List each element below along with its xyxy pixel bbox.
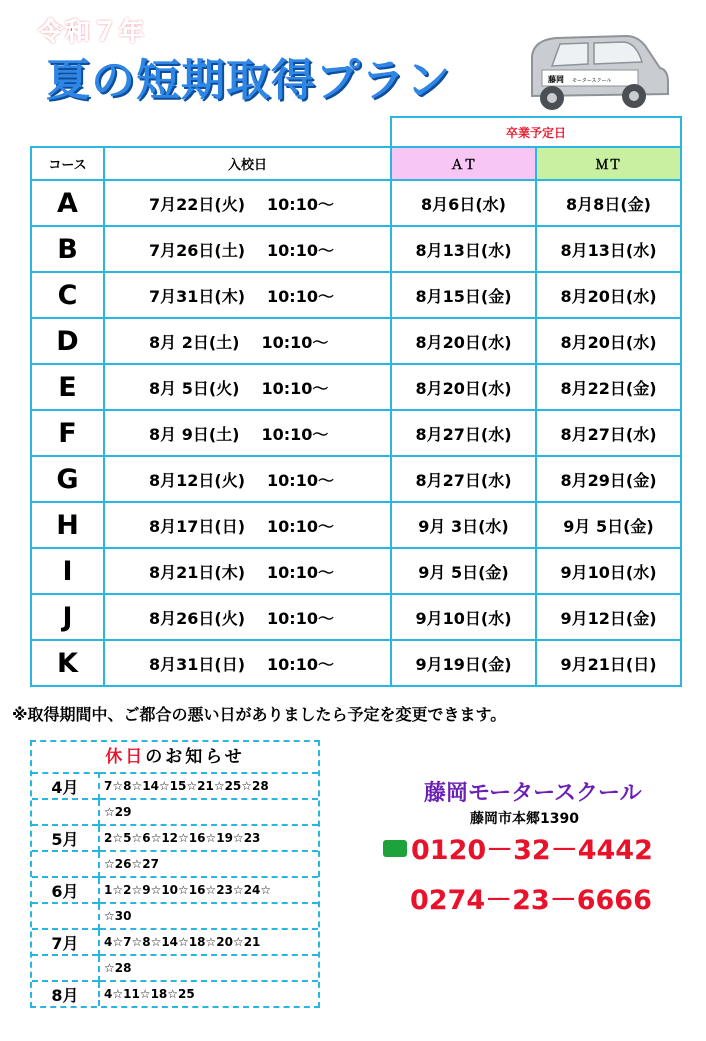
holiday-title-red: 休日	[105, 747, 146, 767]
note-text: ※取得期間中、ご都合の悪い日がありましたら予定を変更できます。	[12, 705, 507, 724]
entry-date	[104, 272, 391, 318]
entry-time: 10:10～	[261, 378, 329, 398]
entry-date	[104, 364, 391, 410]
holiday-month: 8月	[32, 981, 99, 1006]
holiday-days: 1☆2☆9☆10☆16☆23☆24☆	[99, 877, 318, 903]
holiday-days: 7☆8☆14☆15☆21☆25☆28	[99, 773, 318, 799]
holiday-row-continued	[32, 799, 318, 825]
course-letter: B	[31, 226, 104, 272]
entry-time: 10:10～	[267, 240, 334, 260]
mt-graduation: 9月 5日(金)	[536, 502, 681, 548]
holiday-month: 4月	[32, 773, 99, 799]
entry-time: 10:10～	[267, 654, 334, 674]
car-sublabel: モータースクール	[572, 78, 612, 84]
at-graduation: 8月27日(水)	[391, 410, 536, 456]
holiday-days: 2☆5☆6☆12☆16☆19☆23	[99, 825, 318, 851]
holiday-title	[32, 742, 318, 772]
holiday-month-blank	[32, 955, 99, 981]
entry-day: 8月 5日(火)	[149, 378, 240, 398]
holiday-month: 5月	[32, 825, 99, 851]
table-row	[31, 456, 681, 502]
holiday-days-continued: ☆29	[99, 799, 318, 825]
table-row	[31, 502, 681, 548]
entry-date	[104, 502, 391, 548]
entry-date	[104, 548, 391, 594]
holiday-row	[32, 929, 318, 955]
graduation-header: 卒業予定日	[391, 117, 681, 147]
car-illustration	[522, 30, 672, 116]
entry-day: 8月 2日(土)	[149, 332, 240, 352]
entry-day: 7月31日(木)	[149, 286, 246, 306]
holiday-days-continued: ☆28	[99, 955, 318, 981]
at-graduation: 8月13日(水)	[391, 226, 536, 272]
table-row	[31, 364, 681, 410]
at-graduation: 9月 3日(水)	[391, 502, 536, 548]
holiday-days-continued: ☆30	[99, 903, 318, 929]
table-row	[31, 318, 681, 364]
mt-graduation: 8月20日(水)	[536, 318, 681, 364]
table-row	[31, 272, 681, 318]
entry-day: 8月21日(木)	[149, 562, 246, 582]
holiday-month: 7月	[32, 929, 99, 955]
at-graduation: 9月 5日(金)	[391, 548, 536, 594]
freedial-text: 0120－32－4442	[411, 835, 653, 866]
mt-graduation: 9月12日(金)	[536, 594, 681, 640]
holiday-row	[32, 773, 318, 799]
holiday-table	[32, 772, 318, 1006]
holiday-row-continued	[32, 955, 318, 981]
entry-header: 入校日	[104, 147, 391, 180]
freedial-icon	[383, 840, 407, 857]
mt-graduation: 9月10日(水)	[536, 548, 681, 594]
course-letter: H	[31, 502, 104, 548]
at-graduation: 8月20日(水)	[391, 364, 536, 410]
table-row	[31, 594, 681, 640]
entry-time: 10:10～	[261, 332, 329, 352]
mt-graduation: 8月20日(水)	[536, 272, 681, 318]
course-letter: E	[31, 364, 104, 410]
course-header: コース	[31, 147, 104, 180]
course-letter: D	[31, 318, 104, 364]
entry-date	[104, 226, 391, 272]
holiday-month: 6月	[32, 877, 99, 903]
holiday-days: 4☆11☆18☆25	[99, 981, 318, 1006]
freedial-number	[383, 828, 653, 867]
table-row	[31, 180, 681, 226]
holiday-month-blank	[32, 903, 99, 929]
year-label: 令和７年	[38, 17, 147, 46]
entry-date	[104, 410, 391, 456]
entry-time: 10:10～	[267, 470, 334, 490]
school-address: 藤岡市本郷1390	[470, 811, 579, 827]
entry-date	[104, 640, 391, 686]
entry-time: 10:10～	[267, 608, 334, 628]
entry-day: 8月31日(日)	[149, 654, 246, 674]
holiday-month-blank	[32, 799, 99, 825]
holiday-days-continued: ☆26☆27	[99, 851, 318, 877]
mt-header: ＭＴ	[536, 147, 681, 180]
mt-graduation: 8月8日(金)	[536, 180, 681, 226]
holiday-days: 4☆7☆8☆14☆18☆20☆21	[99, 929, 318, 955]
table-row	[31, 640, 681, 686]
table-row	[31, 410, 681, 456]
mt-graduation: 8月13日(水)	[536, 226, 681, 272]
course-letter: K	[31, 640, 104, 686]
at-graduation: 9月10日(水)	[391, 594, 536, 640]
entry-time: 10:10～	[261, 424, 329, 444]
holiday-row	[32, 825, 318, 851]
car-label: 藤岡	[548, 75, 564, 84]
entry-day: 8月17日(日)	[149, 516, 246, 536]
course-letter: J	[31, 594, 104, 640]
at-graduation: 8月6日(水)	[391, 180, 536, 226]
entry-time: 10:10～	[267, 286, 334, 306]
entry-day: 8月26日(火)	[149, 608, 246, 628]
entry-date	[104, 456, 391, 502]
entry-time: 10:10～	[267, 562, 334, 582]
holiday-title-rest: のお知らせ	[145, 747, 245, 767]
course-letter: I	[31, 548, 104, 594]
entry-date	[104, 180, 391, 226]
table-row	[31, 548, 681, 594]
at-header: ＡＴ	[391, 147, 536, 180]
entry-date	[104, 594, 391, 640]
course-letter: F	[31, 410, 104, 456]
at-graduation: 8月20日(水)	[391, 318, 536, 364]
holiday-box	[30, 740, 320, 1008]
course-letter: A	[31, 180, 104, 226]
entry-day: 8月12日(火)	[149, 470, 246, 490]
course-letter: G	[31, 456, 104, 502]
at-graduation: 8月15日(金)	[391, 272, 536, 318]
table-row	[31, 226, 681, 272]
course-letter: C	[31, 272, 104, 318]
tel-number: 0274－23－6666	[410, 885, 652, 916]
holiday-row-continued	[32, 903, 318, 929]
page-title: 夏の短期取得プラン	[46, 55, 451, 106]
entry-time: 10:10～	[267, 516, 334, 536]
holiday-row	[32, 981, 318, 1006]
schedule-table	[30, 116, 682, 687]
holiday-month-blank	[32, 851, 99, 877]
mt-graduation: 8月27日(水)	[536, 410, 681, 456]
at-graduation: 8月27日(水)	[391, 456, 536, 502]
entry-day: 7月22日(火)	[149, 194, 246, 214]
entry-time: 10:10～	[267, 194, 334, 214]
holiday-row-continued	[32, 851, 318, 877]
entry-day: 7月26日(土)	[149, 240, 246, 260]
mt-graduation: 8月29日(金)	[536, 456, 681, 502]
at-graduation: 9月19日(金)	[391, 640, 536, 686]
entry-date	[104, 318, 391, 364]
mt-graduation: 9月21日(日)	[536, 640, 681, 686]
holiday-row	[32, 877, 318, 903]
entry-day: 8月 9日(土)	[149, 424, 240, 444]
mt-graduation: 8月22日(金)	[536, 364, 681, 410]
school-name: 藤岡モータースクール	[424, 781, 642, 806]
